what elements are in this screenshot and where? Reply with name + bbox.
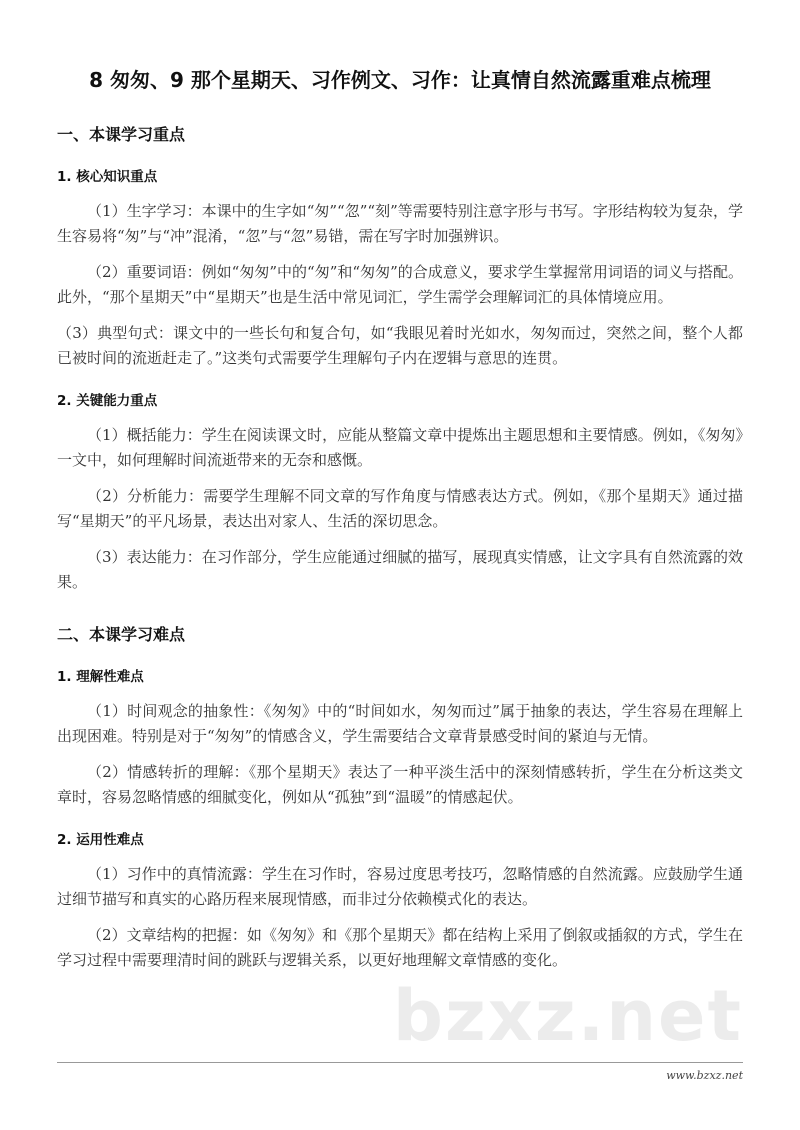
- paragraph: （2）文章结构的把握：如《匆匆》和《那个星期天》都在结构上采用了倒叙或插叙的方式，学生在学习过程中需要理清时间的跳跃与逻辑关系，以更好地理解文章情感的变化。: [57, 926, 743, 969]
- footer-divider: [57, 1062, 743, 1063]
- paragraph: （1）生字学习：本课中的生字如“匆”“忽”“刻”等需要特别注意字形与书写。字形结构较为复杂，学生容易将“匆”与“冲”混淆，“忽”与“忽”易错，需在写字时加强辨识。: [57, 202, 743, 245]
- paragraph: （2）重要词语：例如“匆匆”中的“匆”和“匆匆”的合成意义，要求学生掌握常用词语的词义与搭配。此外，“那个星期天”中“星期天”也是生活中常见词汇，学生需学会理解词汇的具体情境应用。: [57, 263, 743, 306]
- footer-url: www.bzxz.net: [666, 1069, 743, 1082]
- subsection-heading: 2. 运用性难点: [57, 832, 144, 848]
- subsection-heading: 1. 核心知识重点: [57, 169, 158, 185]
- paragraph: （1）时间观念的抽象性：《匆匆》中的“时间如水，匆匆而过”属于抽象的表达，学生容易在理解上出现困难。特别是对于“匆匆”的情感含义，学生需要结合文章背景感受时间的紧迫与无情。: [57, 702, 743, 745]
- section-heading: 一、本课学习重点: [57, 125, 186, 144]
- subsection-heading: 2. 关键能力重点: [57, 393, 158, 409]
- watermark: bzxz.net: [392, 975, 743, 1057]
- subsection-heading: 1. 理解性难点: [57, 669, 144, 685]
- paragraph: （2）分析能力：需要学生理解不同文章的写作角度与情感表达方式。例如，《那个星期天》通过描写“星期天”的平凡场景，表达出对家人、生活的深切思念。: [57, 487, 743, 530]
- paragraph: （3）表达能力：在习作部分，学生应能通过细腻的描写，展现真实情感，让文字具有自然流露的效果。: [57, 548, 743, 591]
- paragraph: （1）概括能力：学生在阅读课文时，应能从整篇文章中提炼出主题思想和主要情感。例如，《匆匆》一文中，如何理解时间流逝带来的无奈和感慨。: [57, 426, 743, 469]
- section-heading: 二、本课学习难点: [57, 625, 186, 644]
- paragraph: （3）典型句式：课文中的一些长句和复合句，如“我眼见着时光如水，匆匆而过，突然之间，整个人都已被时间的流逝赶走了。”这类句式需要学生理解句子内在逻辑与意思的连贯。: [57, 324, 743, 367]
- paragraph: （2）情感转折的理解：《那个星期天》表达了一种平淡生活中的深刻情感转折，学生在分析这类文章时，容易忽略情感的细腻变化，例如从“孤独”到“温暖”的情感起伏。: [57, 763, 743, 806]
- document-title: 8 匆匆、9 那个星期天、习作例文、习作：让真情自然流露重难点梳理: [89, 68, 711, 92]
- paragraph: （1）习作中的真情流露：学生在习作时，容易过度思考技巧，忽略情感的自然流露。应鼓励学生通过细节描写和真实的心路历程来展现情感，而非过分依赖模式化的表达。: [57, 865, 743, 908]
